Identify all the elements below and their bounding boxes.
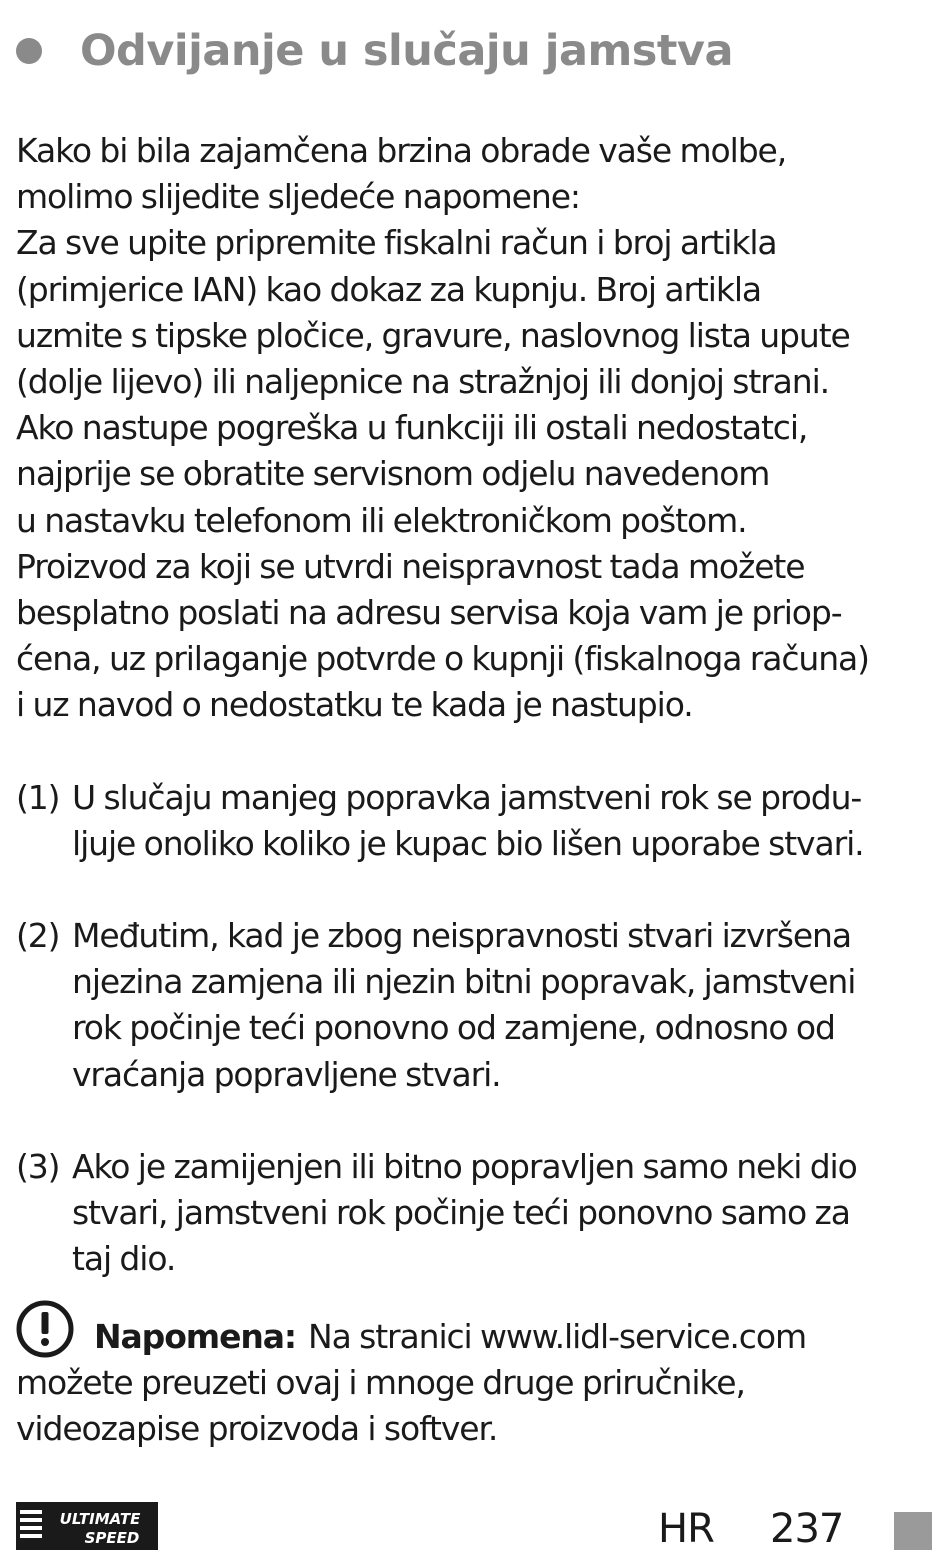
note-label: Napomena: xyxy=(94,1316,297,1356)
logo-text-line1: ULTIMATE xyxy=(59,1510,141,1528)
list-item-number: (2) xyxy=(16,916,60,956)
list-item-1 xyxy=(16,775,936,867)
list-item-number: (3) xyxy=(16,1146,60,1186)
list-item-line: Ako je zamijenjen ili bitno popravljen samo neki dio xyxy=(72,1146,857,1186)
heading-bullet-icon xyxy=(16,38,42,64)
list-item-line: U slučaju manjeg popravka jamstveni rok se produ- xyxy=(72,777,862,817)
intro-line: (dolje lijevo) ili naljepnice na stražnjoj ili donjoj strani. xyxy=(16,362,830,402)
intro-line: Ako nastupe pogreška u funkciji ili ostali nedostatci, xyxy=(16,408,808,448)
note-link-text: Na stranici www.lidl-service.com xyxy=(308,1316,806,1356)
intro-line: ćena, uz prilaganje potvrde o kupnji (fiskalnoga računa) xyxy=(16,639,869,679)
body-text xyxy=(16,128,936,1282)
note-block xyxy=(16,1300,936,1452)
intro-line: i uz navod o nedostatku te kada je nastupio. xyxy=(16,685,693,725)
list-item-line: Međutim, kad je zbog neispravnosti stvari izvršena xyxy=(72,916,851,956)
intro-line: u nastavku telefonom ili elektroničkom poštom. xyxy=(16,500,747,540)
intro-paragraph xyxy=(16,128,936,729)
intro-line: Proizvod za koji se utvrdi neispravnost tada možete xyxy=(16,546,805,586)
intro-line: Kako bi bila zajamčena brzina obrade vaše molbe, xyxy=(16,131,787,170)
list-item-line: stvari, jamstveni rok počinje teći ponovno samo za xyxy=(72,1193,850,1233)
intro-line: besplatno poslati na adresu servisa koja vam je priop- xyxy=(16,593,842,633)
list-item-line: njezina zamjena ili njezin bitni popravak, jamstveni xyxy=(72,962,856,1002)
page-number: 237 xyxy=(770,1506,844,1552)
ultimate-speed-logo xyxy=(16,1502,158,1550)
note-line: možete preuzeti ovaj i mnoge druge priručnike, xyxy=(16,1363,745,1402)
intro-line: uzmite s tipske pločice, gravure, naslovnog lista upute xyxy=(16,315,850,355)
list-item-line: rok počinje teći ponovno od zamjene, odnosno od xyxy=(72,1008,835,1048)
intro-line: najprije se obratite servisnom odjelu navedenom xyxy=(16,454,770,494)
list-item-3 xyxy=(16,1144,936,1283)
list-item-number: (1) xyxy=(16,777,60,817)
exclamation-circle-icon xyxy=(16,1300,74,1358)
page-marker-square xyxy=(894,1512,932,1550)
language-code: HR xyxy=(658,1506,714,1552)
section-heading xyxy=(16,26,733,76)
intro-line: (primjerice IAN) kao dokaz za kupnju. Broj artikla xyxy=(16,269,762,309)
list-item-line: vraćanja popravljene stvari. xyxy=(72,1054,501,1094)
list-item-2 xyxy=(16,913,936,1098)
heading-text: Odvijanje u slučaju jamstva xyxy=(80,26,733,76)
note-first-line xyxy=(16,1300,936,1360)
list-item-line: taj dio. xyxy=(72,1239,176,1279)
intro-line: Za sve upite pripremite fiskalni račun i broj artikla xyxy=(16,223,777,263)
logo-text-line2: SPEED xyxy=(84,1529,140,1547)
note-line: videozapise proizvoda i softver. xyxy=(16,1409,498,1449)
intro-line: molimo slijedite sljedeće napomene: xyxy=(16,177,580,217)
list-item-line: ljuje onoliko koliko je kupac bio lišen uporabe stvari. xyxy=(72,823,864,863)
